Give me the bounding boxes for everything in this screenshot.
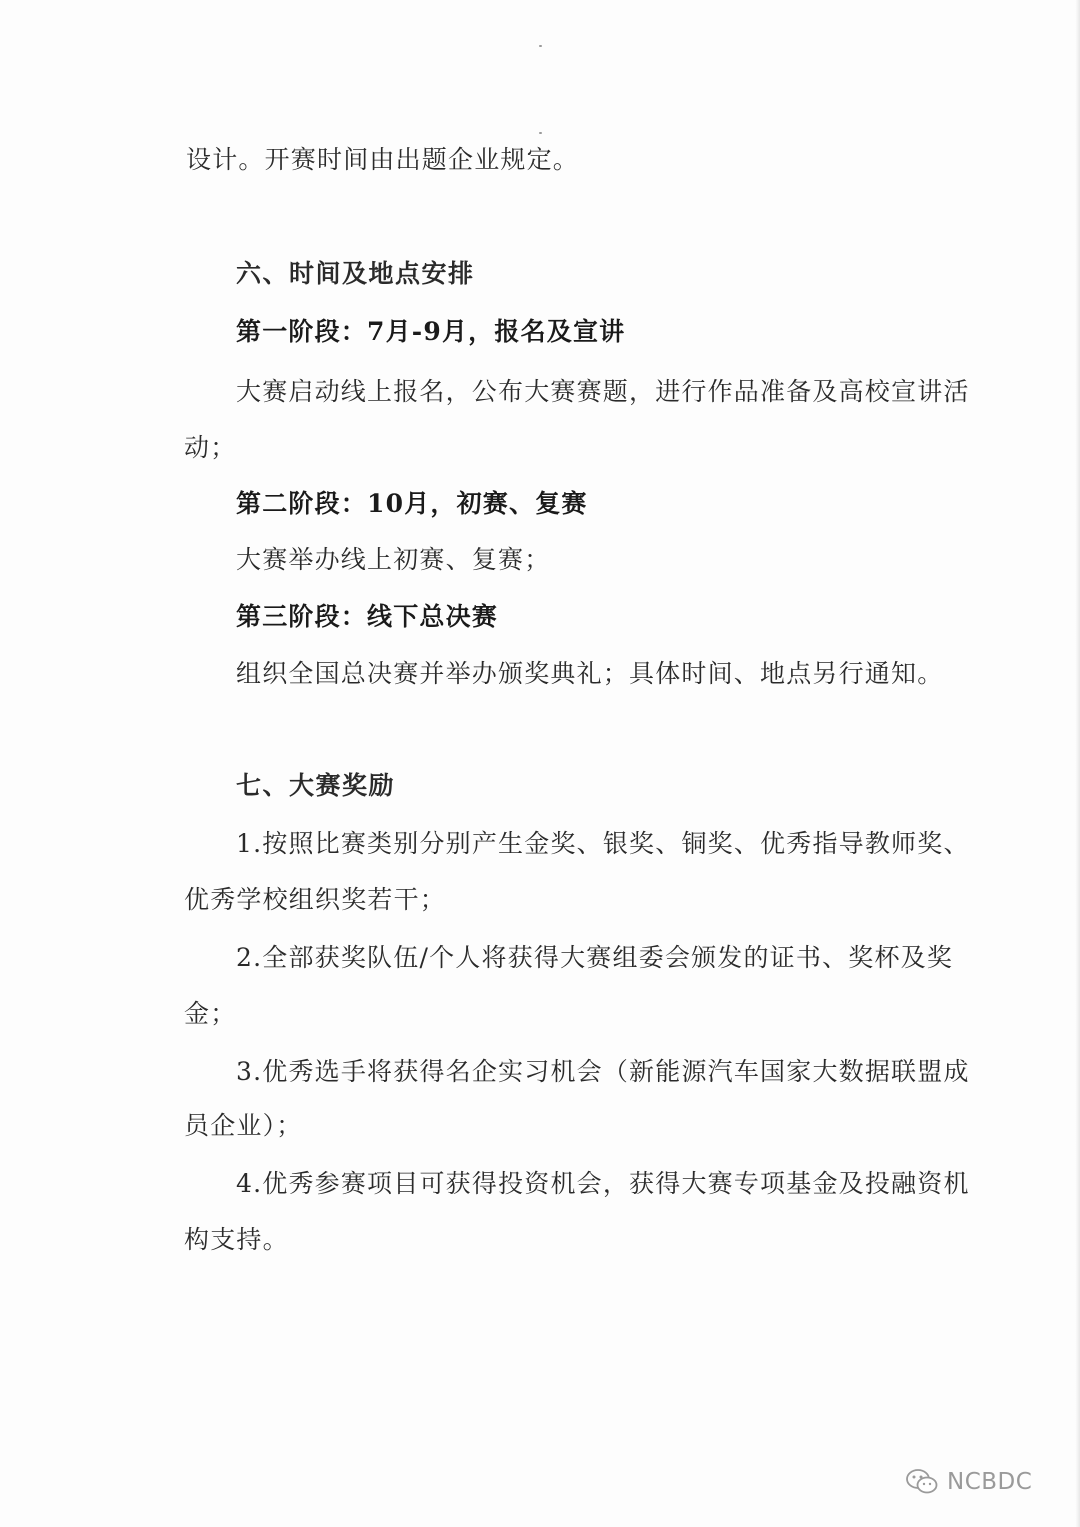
stage-one-text: 大赛启动线上报名，公布大赛赛题，进行作品准备及高校宣讲活 [236, 377, 970, 406]
text-line: 设计。开赛时间由出题企业规定。 [186, 145, 580, 174]
award-item-1-cont: 优秀学校组织奖若干； [184, 885, 447, 914]
stage-one-title: 第一阶段：7月-9月，报名及宣讲 [236, 317, 626, 346]
award-item-1: 1.按照比赛类别分别产生金奖、银奖、铜奖、优秀指导教师奖、 [236, 829, 970, 858]
stage-three-text: 组织全国总决赛并举办颁奖典礼；具体时间、地点另行通知。 [236, 659, 944, 688]
stage-one-text-cont: 动； [184, 433, 237, 462]
watermark-text: NCBDC [947, 1469, 1033, 1495]
stage-two-text: 大赛举办线上初赛、复赛； [236, 545, 551, 574]
award-item-2: 2.全部获奖队伍/个人将获得大赛组委会颁发的证书、奖杯及奖 [236, 943, 954, 972]
stage-two-title: 第二阶段：10月，初赛、复赛 [236, 489, 588, 518]
award-item-3: 3.优秀选手将获得名企实习机会（新能源汽车国家大数据联盟成 [236, 1057, 970, 1086]
award-item-4-cont: 构支持。 [184, 1225, 289, 1254]
scan-speck [539, 45, 542, 47]
stage-three-title: 第三阶段：线下总决赛 [236, 602, 499, 631]
section-heading-awards: 七、大赛奖励 [236, 771, 396, 800]
award-item-3-cont: 员企业）； [184, 1111, 303, 1140]
page-edge-shadow [1075, 0, 1080, 1527]
award-item-2-cont: 金； [184, 999, 237, 1028]
scan-speck [539, 132, 542, 134]
wechat-icon [905, 1468, 939, 1496]
award-item-4: 4.优秀参赛项目可获得投资机会，获得大赛专项基金及投融资机 [236, 1169, 970, 1198]
watermark [905, 1462, 1032, 1502]
section-heading-schedule: 六、时间及地点安排 [236, 259, 475, 288]
